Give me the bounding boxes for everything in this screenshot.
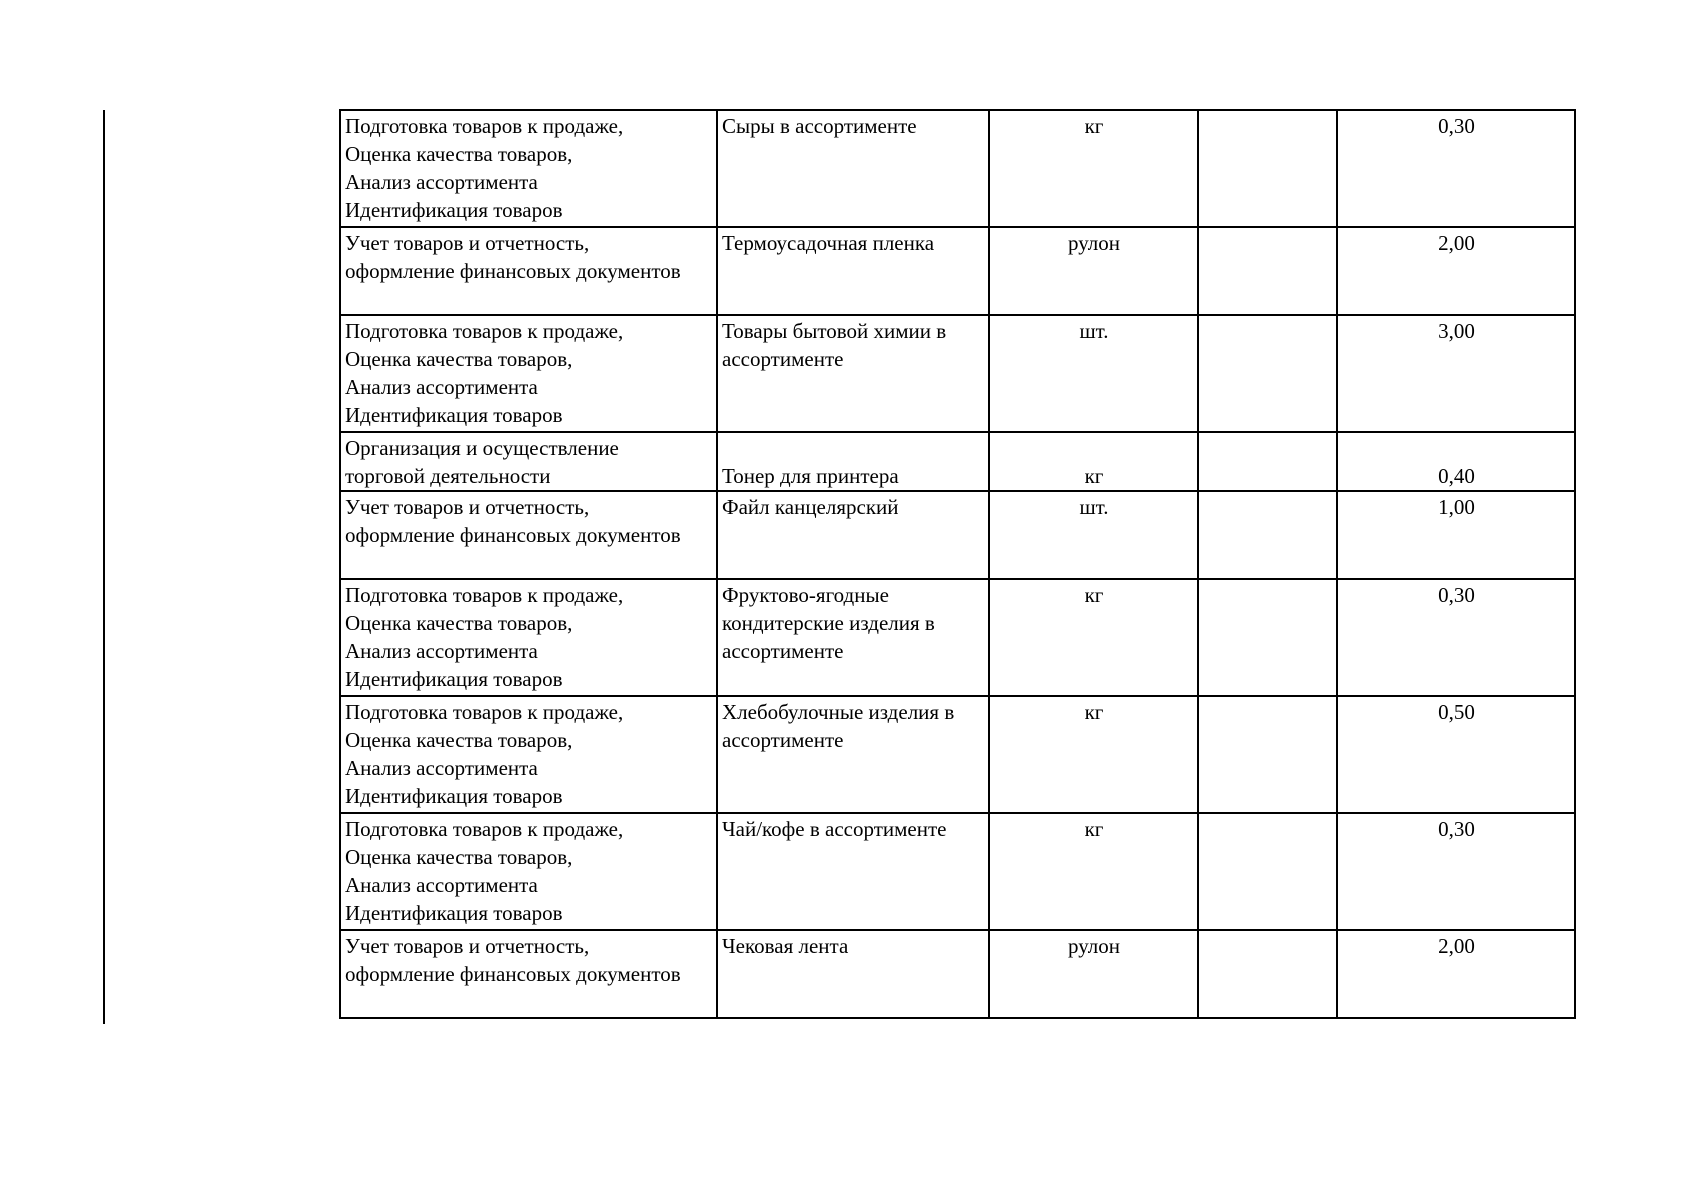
table-row xyxy=(340,315,1575,432)
unit-cell: рулон xyxy=(989,227,1198,315)
quantity-cell: 1,00 xyxy=(1337,491,1575,579)
quantity-cell: 3,00 xyxy=(1337,315,1575,432)
item-name-cell: Тонер для принтера xyxy=(717,432,989,491)
quantity-cell: 0,40 xyxy=(1337,432,1575,491)
table-row xyxy=(340,579,1575,696)
activity-cell: Подготовка товаров к продаже, Оценка качества товаров, Анализ ассортимента Идентификация товаров xyxy=(340,696,717,813)
unit-cell: кг xyxy=(989,813,1198,930)
empty-cell xyxy=(1198,110,1337,227)
table-row xyxy=(340,930,1575,1018)
unit-cell: кг xyxy=(989,579,1198,696)
table-row xyxy=(340,227,1575,315)
item-name-cell: Термоусадочная пленка xyxy=(717,227,989,315)
unit-cell: кг xyxy=(989,696,1198,813)
empty-cell xyxy=(1198,227,1337,315)
table-row xyxy=(340,696,1575,813)
supplies-table xyxy=(339,109,1576,1019)
empty-cell xyxy=(1198,930,1337,1018)
item-name-cell: Сыры в ассортименте xyxy=(717,110,989,227)
empty-cell xyxy=(1198,696,1337,813)
activity-cell: Подготовка товаров к продаже, Оценка качества товаров, Анализ ассортимента Идентификация товаров xyxy=(340,579,717,696)
item-name-cell: Хлебобулочные изделия в ассортименте xyxy=(717,696,989,813)
unit-cell: шт. xyxy=(989,315,1198,432)
table-row xyxy=(340,432,1575,491)
empty-cell xyxy=(1198,491,1337,579)
item-name-cell: Чековая лента xyxy=(717,930,989,1018)
item-name-cell: Файл канцелярский xyxy=(717,491,989,579)
quantity-cell: 0,50 xyxy=(1337,696,1575,813)
empty-cell xyxy=(1198,579,1337,696)
table-row xyxy=(340,110,1575,227)
item-name-cell: Товары бытовой химии в ассортименте xyxy=(717,315,989,432)
empty-cell xyxy=(1198,315,1337,432)
activity-cell: Подготовка товаров к продаже, Оценка качества товаров, Анализ ассортимента Идентификация товаров xyxy=(340,110,717,227)
quantity-cell: 2,00 xyxy=(1337,930,1575,1018)
unit-cell: рулон xyxy=(989,930,1198,1018)
empty-cell xyxy=(1198,813,1337,930)
unit-cell: кг xyxy=(989,432,1198,491)
empty-cell xyxy=(1198,432,1337,491)
activity-cell: Учет товаров и отчетность, оформление финансовых документов xyxy=(340,227,717,315)
table-row xyxy=(340,813,1575,930)
quantity-cell: 0,30 xyxy=(1337,813,1575,930)
left-margin-line xyxy=(103,110,105,1024)
quantity-cell: 0,30 xyxy=(1337,579,1575,696)
unit-cell: кг xyxy=(989,110,1198,227)
item-name-cell: Чай/кофе в ассортименте xyxy=(717,813,989,930)
unit-cell: шт. xyxy=(989,491,1198,579)
item-name-cell: Фруктово-ягодные кондитерские изделия в ассортименте xyxy=(717,579,989,696)
activity-cell: Учет товаров и отчетность, оформление финансовых документов xyxy=(340,930,717,1018)
activity-cell: Подготовка товаров к продаже, Оценка качества товаров, Анализ ассортимента Идентификация товаров xyxy=(340,315,717,432)
activity-cell: Организация и осуществление торговой деятельности xyxy=(340,432,717,491)
quantity-cell: 2,00 xyxy=(1337,227,1575,315)
activity-cell: Учет товаров и отчетность, оформление финансовых документов xyxy=(340,491,717,579)
activity-cell: Подготовка товаров к продаже, Оценка качества товаров, Анализ ассортимента Идентификация товаров xyxy=(340,813,717,930)
quantity-cell: 0,30 xyxy=(1337,110,1575,227)
table-row xyxy=(340,491,1575,579)
